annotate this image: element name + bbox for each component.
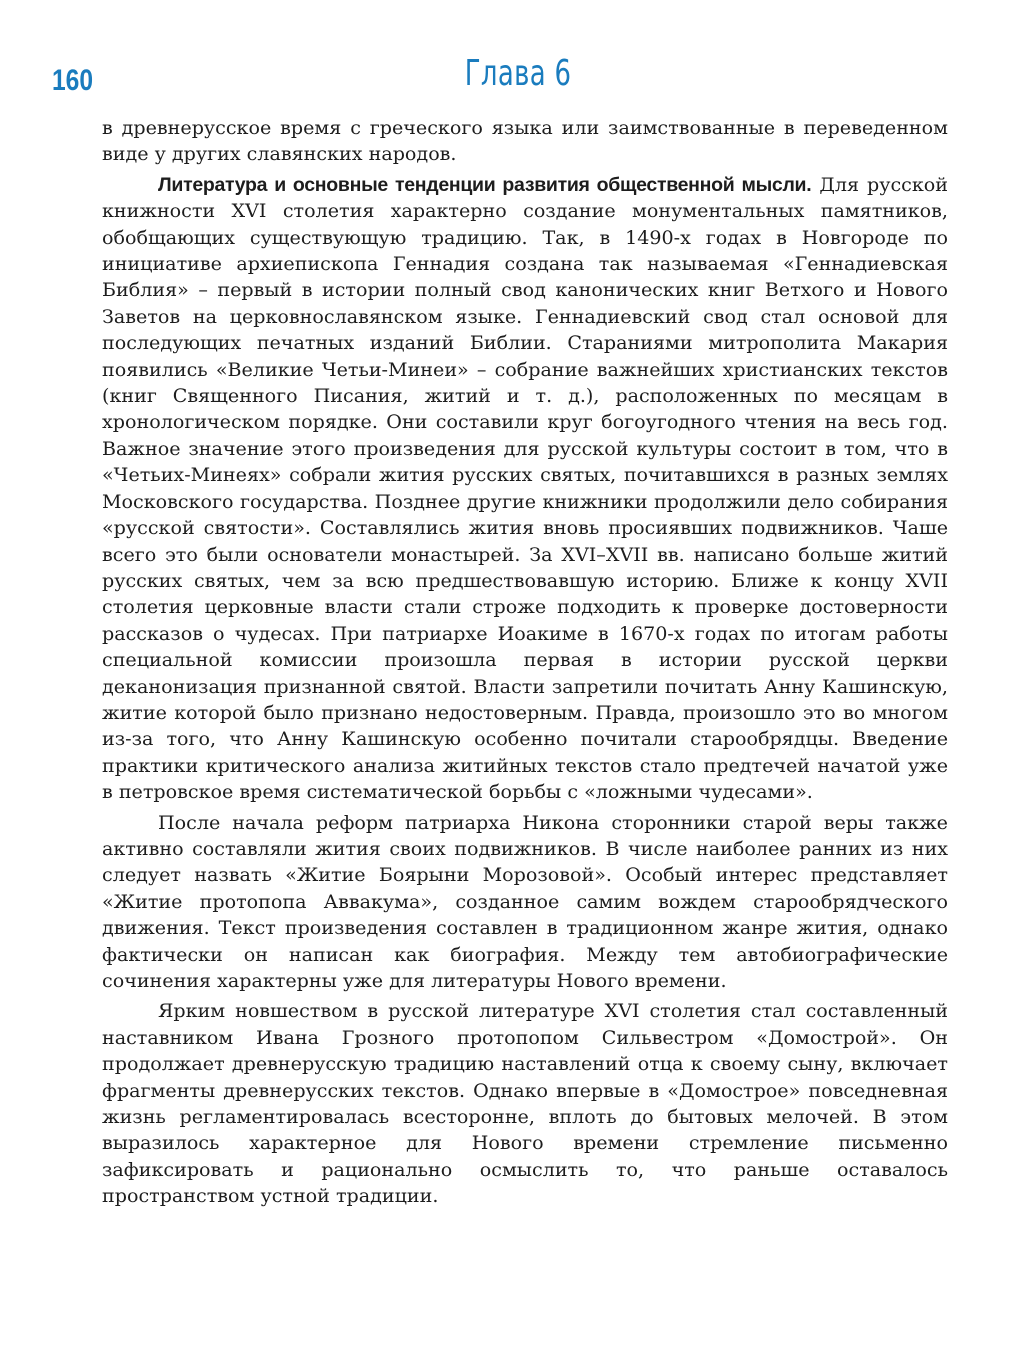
paragraph-old-believers: После начала реформ патриарха Никона сторонники старой веры также активно составляли жития своих подвижников. В числе наиболее ранних из них следует назвать «Житие Боярыни Морозовой». Особый интерес представляет «Житие протопопа Аввакума», созданное самим вождем старообрядческого движения. Текст произведения составлен в традиционном жанре жития, однако фактически он написан как биография. Между тем автобиографические сочинения характерны уже для литературы Нового времени. <box>102 810 948 992</box>
paragraph-continuation: в древнерусское время с греческого языка или заимствованные в переведенном виде у других славянских народов. <box>102 116 948 166</box>
paragraph-literature <box>102 172 948 806</box>
chapter-title <box>0 52 1036 96</box>
section-heading: Литература и основные тенденции развития общественной мысли. <box>158 173 812 196</box>
paragraph-domostroy: Ярким новшеством в русской литературе XVI столетия стал составленный наставником Ивана Грозного протопопом Сильвестром «Домострой». Он продолжает древнерусскую традицию наставлений отца к своему сыну, включает фрагменты древнерусских текстов. Однако впервые в «Домострое» повседневная жизнь регламентировалась всесторонне, вплоть до бытовых мелочей. В этом выразилось характерное для Нового времени стремление письменно зафиксировать и рационально осмыслить то, что раньше оставалось пространством устной традиции. <box>102 999 948 1208</box>
page-number: 160 <box>52 64 94 97</box>
chapter-title-text: Глава 6 <box>464 53 572 94</box>
body-text <box>102 115 948 1210</box>
paragraph-literature-text: Для русской книжности XVI столетия характерно создание монументальных памятников, обобщающих существующую традицию. Так, в 1490-х годах в Новгороде по инициативе архиепископа Геннадия создана так называемая «Геннадиевская Библия» – первый в истории полный свод канонических книг Ветхого и Нового Заветов на церковнославянском языке. Геннадиевский свод стал основой для последующих печатных изданий Библии. Стараниями митрополита Макария появились «Великие Четьи-Минеи» – собрание важнейших христианских текстов (книг Священного Писания, житий и т. д.), расположенных по месяцам в хронологическом порядке. Они составили круг богоугодного чтения на весь год. Важное значение этого произведения для русской культуры состоит в том, что в «Четьих-Минеях» собрали жития русских святых, почитавшихся в разных землях Московского государства. Позднее другие книжники продолжили дело собирания «русской святости». Составлялись жития вновь просиявших подвижников. Чаше всего это были основатели монастырей. За XVI–XVII вв. написано больше житий русских святых, чем за всю предшествовавшую историю. Ближе к концу XVII столетия церковные власти стали строже подходить к проверке достоверности рассказов о чудесах. При патриархе Иоакиме в 1670-х годах по итогам работы специальной комиссии произошла первая в истории русской церкви деканонизация признанной святой. Власти запретили почитать Анну Кашинскую, житие которой было признано недостоверным. Правда, произошло это во многом из-за того, что Анну Кашинскую особенно почитали старообрядцы. Введение практики критического анализа житийных текстов стало предтечей начатой уже в петровское время систематической борьбы с «ложными чудесами». <box>102 172 948 804</box>
